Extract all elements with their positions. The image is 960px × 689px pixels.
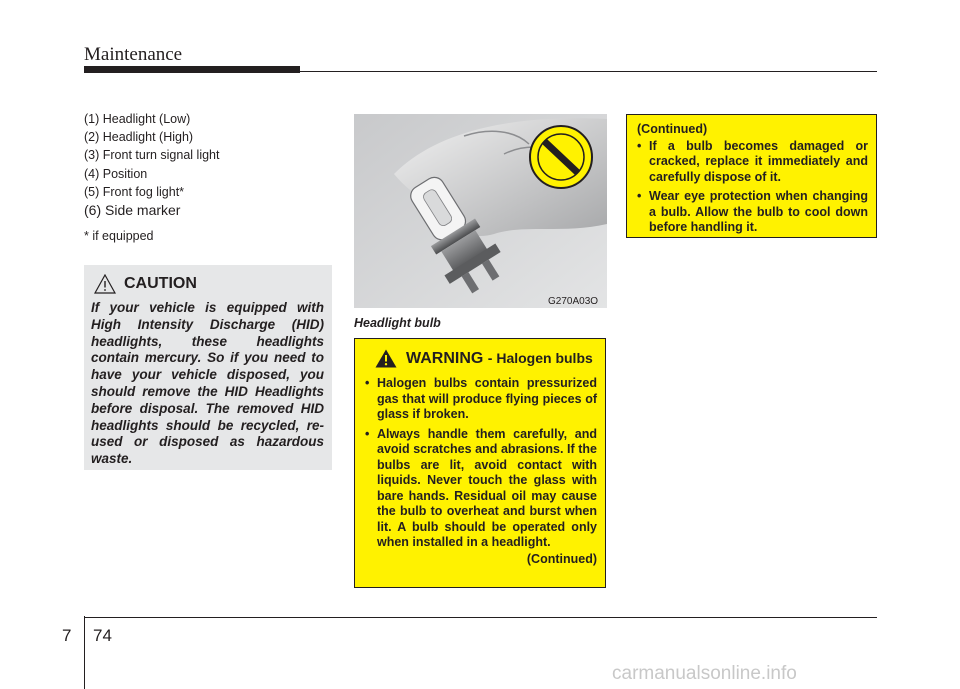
section-title: Maintenance [84,44,183,65]
warning-bullets [365,376,597,551]
continued-label: (Continued) [526,551,597,566]
list-item: • If a bulb becomes damaged or cracked, replace it immediately and carefully dispose of it. [637,139,868,186]
header-rule [300,71,877,72]
prohibition-icon [530,126,592,188]
continued-heading: (Continued) [637,122,708,136]
figure-caption: Headlight bulb [354,316,441,330]
continued-bullets [637,139,868,236]
caution-triangle-icon [94,274,116,294]
footer-divider [84,616,85,689]
parts-list-item: (2) Headlight (High) [84,130,194,145]
parts-list-item: (6) Side marker [84,202,181,219]
footnote: * if equipped [84,229,154,243]
figure-code: G270A03O [548,296,599,307]
parts-list-item: (5) Front fog light* [84,184,185,199]
warning-title [406,350,593,368]
caution-title: CAUTION [124,275,197,292]
header-bar [84,66,300,73]
parts-list-item: (3) Front turn signal light [84,148,220,163]
caution-text: If your vehicle is equipped with High Intensity Discharge (HID) headlights, these headlights contain mercury. So if you need to have your vehicle disposed, you should remove the HID Headlights before disposal. The removed HID headlights should be recycled, re-used or disposed as hazardous waste. [91,300,324,467]
footer-rule [84,617,877,618]
page-number: 74 [93,626,112,645]
watermark: carmanualsonline.info [612,663,797,684]
warning-header [375,349,597,368]
caution-header [94,274,324,294]
warning-title-main: WARNING [406,349,484,367]
warning-box [354,338,606,588]
chapter-number: 7 [62,626,72,645]
warning-continued-box [626,114,877,238]
parts-list-item: (1) Headlight (Low) [84,112,191,126]
list-item: • Halogen bulbs contain pressurized gas that will produce flying pieces of glass if broken. [365,376,597,423]
parts-list-item: (4) Position [84,166,148,181]
warning-triangle-icon [375,349,397,368]
headlight-bulb-photo [354,114,607,308]
caution-box [84,265,332,470]
list-item: • Always handle them carefully, and avoid scratches and abrasions. If the bulbs are lit, avoid contact with liquids. Never touch the glass with bare hands. Residual oil may cause the bulb to overheat and burst when lit. A bulb should be operated only when installed in a headlight. [365,427,597,551]
list-item: • Wear eye protection when changing a bulb. Allow the bulb to cool down before handling it. [637,189,868,236]
warning-subtitle: - Halogen bulbs [487,349,593,366]
parts-list [84,110,219,220]
